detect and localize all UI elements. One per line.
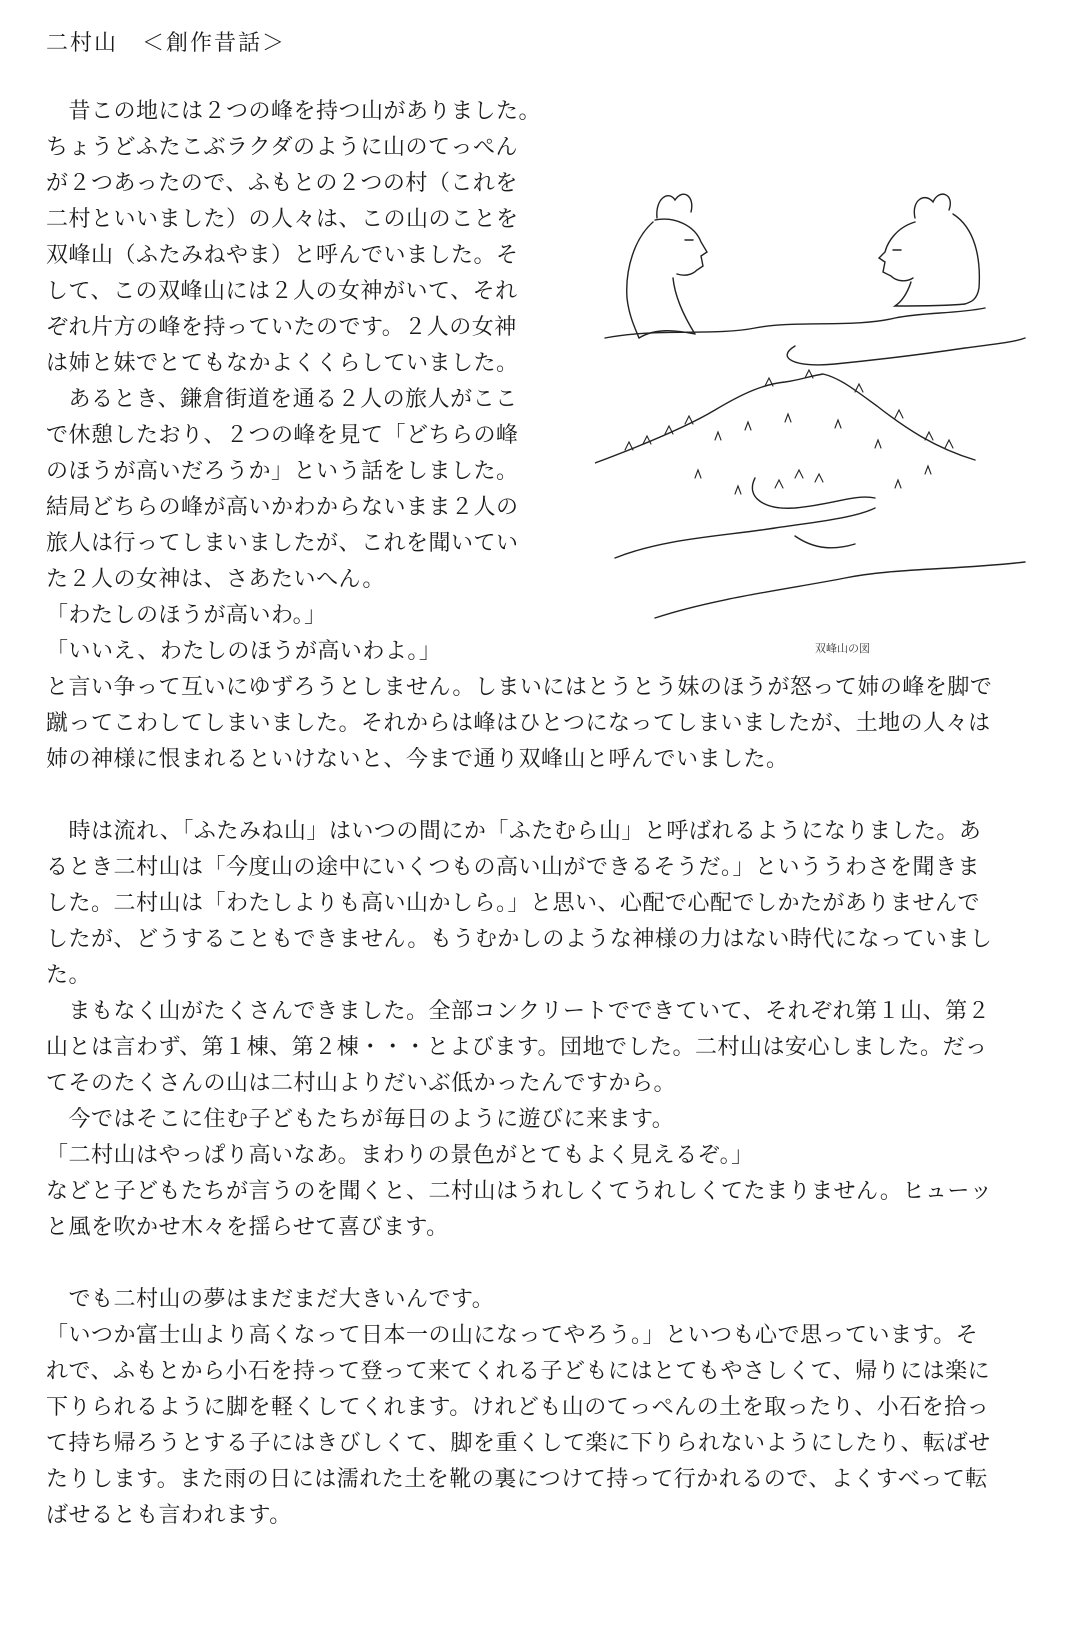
text-line: と言い争って互いにゆずろうとしません。しまいにはとうとう妹のほうが怒って姉の峰を脚で bbox=[46, 675, 993, 700]
goddess-left-drawing bbox=[627, 194, 707, 338]
text-line: た２人の女神は、さあたいへん。 bbox=[46, 567, 385, 592]
text-line: まもなく山がたくさんできました。全部コンクリートでできていて、それぞれ第１山、第２ bbox=[46, 999, 991, 1024]
text-line: 蹴ってこわしてしまいました。それからは峰はひとつになってしまいましたが、土地の人々は bbox=[46, 711, 991, 736]
text-line: 時は流れ、「ふたみね山」はいつの間にか「ふたむら山」と呼ばれるようになりました。あ bbox=[46, 819, 982, 844]
text-line: で休憩したおり、２つの峰を見て「どちらの峰 bbox=[46, 423, 519, 448]
text-line: した。二村山は「わたしよりも高い山かしら。」と思い、心配で心配でしかたがありませんで bbox=[46, 891, 981, 916]
text-line: ちょうどふたこぶラクダのように山のてっぺん bbox=[46, 135, 519, 160]
text-line: と風を吹かせ木々を揺らせて喜びます。 bbox=[46, 1215, 449, 1240]
mountain-drawing bbox=[595, 374, 1025, 618]
illustration-caption: 双峰山の図 bbox=[815, 642, 870, 655]
text-line: 「二村山はやっぱり高いなあ。まわりの景色がとてもよく見えるぞ。」 bbox=[46, 1143, 754, 1168]
page-title: 二村山 ＜創作昔話＞ bbox=[46, 31, 287, 56]
text-line: 下りられるように脚を軽くしてくれます。けれども山のてっぺんの土を取ったり、小石を拾っ bbox=[46, 1395, 990, 1420]
text-line: 「わたしのほうが高いわ。」 bbox=[46, 603, 327, 628]
text-line: 双峰山（ふたみねやま）と呼んでいました。そ bbox=[46, 243, 519, 268]
text-line: たりします。また雨の日には濡れた土を靴の裏につけて持って行かれるので、よくすべって転 bbox=[46, 1467, 988, 1492]
text-line: 旅人は行ってしまいましたが、これを聞いてい bbox=[46, 531, 519, 556]
trees-drawing bbox=[625, 370, 953, 494]
text-line: 姉の神様に恨まれるといけないと、今まで通り双峰山と呼んでいました。 bbox=[46, 747, 789, 772]
text-line: のほうが高いだろうか」という話をしました。 bbox=[46, 459, 519, 484]
text-line: ぞれ片方の峰を持っていたのです。２人の女神 bbox=[46, 315, 517, 340]
text-line: したが、どうすることもできません。もうむかしのような神様の力はない時代になっていまし bbox=[46, 927, 993, 952]
text-line: 結局どちらの峰が高いかわからないまま２人の bbox=[46, 495, 519, 520]
text-line: が２つあったので、ふもとの２つの村（これを bbox=[46, 171, 518, 196]
text-line: ばせるとも言われます。 bbox=[46, 1503, 292, 1528]
text-line: して、この双峰山には２人の女神がいて、それ bbox=[46, 279, 518, 304]
text-line: などと子どもたちが言うのを聞くと、二村山はうれしくてうれしくてたまりません。ヒューッ bbox=[46, 1179, 993, 1204]
text-line: あるとき、鎌倉街道を通る２人の旅人がここ bbox=[46, 387, 518, 412]
text-line: 山とは言わず、第１棟、第２棟・・・とよびます。団地でした。二村山は安心しました。だっ bbox=[46, 1035, 988, 1060]
text-line: 昔この地には２つの峰を持つ山がありました。 bbox=[46, 99, 542, 124]
text-line: れで、ふもとから小石を持って登って来てくれる子どもにはとてもやさしくて、帰りには楽に bbox=[46, 1359, 991, 1384]
text-line: 今ではそこに住む子どもたちが毎日のように遊びに来ます。 bbox=[46, 1107, 675, 1132]
text-line: た。 bbox=[46, 963, 92, 988]
text-line: るとき二村山は「今度山の途中にいくつもの高い山ができるそうだ。」といううわさを聞きま bbox=[46, 855, 981, 880]
clouds-drawing bbox=[605, 308, 1025, 365]
text-line: てそのたくさんの山は二村山よりだいぶ低かったんですから。 bbox=[46, 1071, 677, 1096]
text-line: 「いいえ、わたしのほうが高いわよ。」 bbox=[46, 639, 442, 664]
mountain-illustration bbox=[595, 178, 1035, 656]
text-line: 「いつか富士山より高くなって日本一の山になってやろう。」といつも心で思っています。そ bbox=[46, 1323, 979, 1348]
text-line: て持ち帰ろうとする子にはきびしくて、脚を重くして楽に下りられないようにしたり、転ばせ bbox=[46, 1431, 991, 1456]
text-line: でも二村山の夢はまだまだ大きいんです。 bbox=[46, 1287, 495, 1312]
goddess-right-drawing bbox=[879, 194, 979, 306]
text-line: 二村といいました）の人々は、この山のことを bbox=[46, 207, 519, 232]
text-line: は姉と妹でとてもなかよくくらしていました。 bbox=[46, 351, 519, 376]
